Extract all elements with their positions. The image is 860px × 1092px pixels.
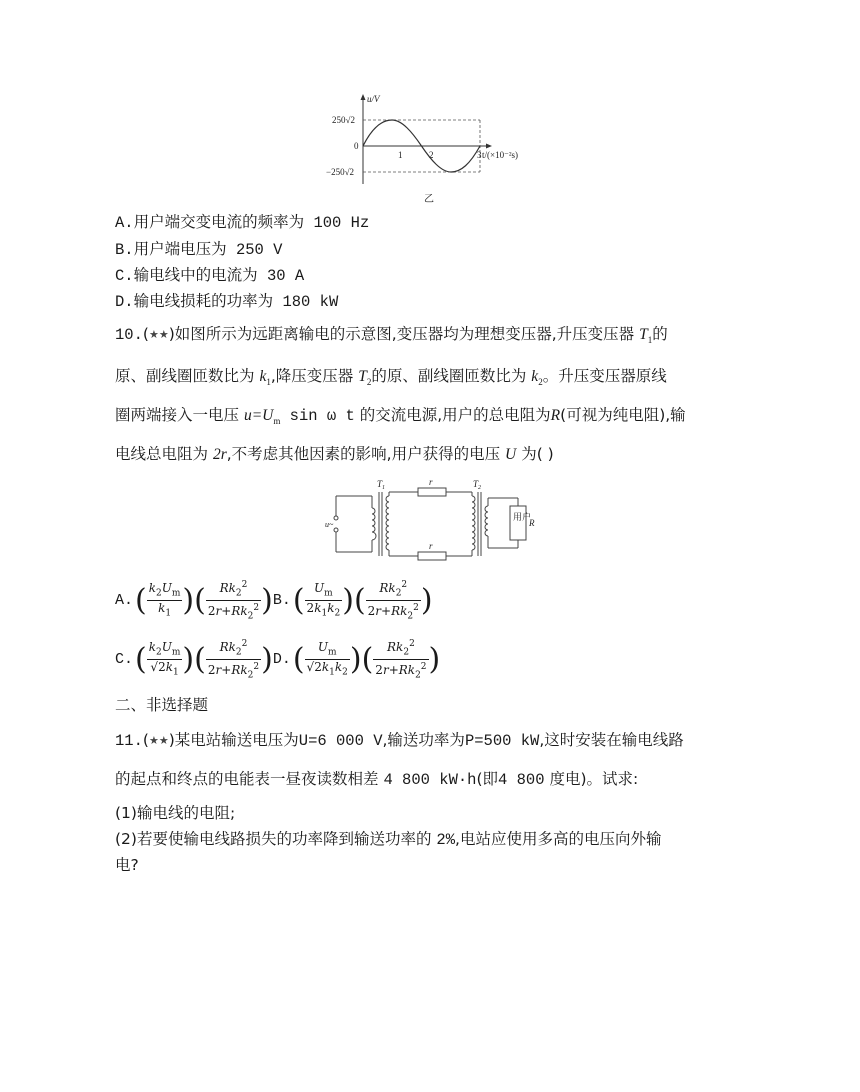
q10-options-row-2: C. ( $\frac{k_2U_m}{√2k_1}$ ) ( $\frac{Rk_2^2}{2r+Rk_2^2}$ ) D. ( $\frac{U_m}{√2k_1k_2}$ ) ( $\frac{Rk_2^2}{2r+Rk_2^2}$ ) xyxy=(115,639,441,681)
q10-options-row-1: A. ( $\frac{k_2U_m}{k_1}$ ) ( $\frac{Rk_2^2}{2r+Rk_2^2}$ ) B. ( $\frac{U_m}{2k_1k_2}$ ) ( $\frac{Rk_2^2}{2r+Rk_2^2}$ ) xyxy=(115,580,433,622)
x-tick-1: 1 xyxy=(398,150,403,160)
x-tick-3: 3 xyxy=(477,150,482,160)
t1-label: $T_1$ xyxy=(377,479,386,491)
q10-line-4: 电线总电阻为 2r,不考虑其他因素的影响,用户获得的电压 U 为( ) xyxy=(115,445,554,463)
question-number: 10. xyxy=(115,326,143,344)
x-axis-label: t/(×10⁻²s) xyxy=(482,150,519,160)
difficulty-star-icon: ★★ xyxy=(148,734,169,747)
q10-line-3: 圈两端接入一电压 $u=U_m$ sin ω t 的交流电源,用户的总电阻为R(可视为纯电阻),输 xyxy=(115,406,686,427)
q10-line-1: 10.(★★)如图所示为远距离输电的示意图,变压器均为理想变压器,升压变压器 $T_1$的 xyxy=(115,325,668,346)
y-top-label: 250√2 xyxy=(332,115,355,125)
q11-sub-2: (2)若要使输电线路损失的功率降到输送功率的 2%,电站应使用多高的电压向外输 xyxy=(115,830,662,849)
q11-sub-2-cont: 电? xyxy=(115,856,139,874)
q11-sub-1: (1)输电线的电阻; xyxy=(115,804,236,822)
q11-line-2: 的起点和终点的电能表一昼夜读数相差 4 800 kW·h(即4 800 度电)。试求: xyxy=(115,770,639,789)
y-axis-label: u/V xyxy=(367,94,380,104)
x-tick-2: 2 xyxy=(429,150,434,160)
transmission-circuit-diagram xyxy=(322,478,538,564)
r-top-label: r xyxy=(429,478,433,487)
difficulty-star-icon: ★★ xyxy=(148,328,169,341)
question-number: 11. xyxy=(115,732,143,750)
q10-line-2: 原、副线圈匝数比为 $k_1$,降压变压器 $T_2$的原、副线圈匝数比为 $k_2$。升压变压器原线 xyxy=(115,367,667,388)
r-bottom-label: r xyxy=(429,541,433,551)
y-zero-label: 0 xyxy=(354,141,359,151)
section-heading: 二、非选择题 xyxy=(115,696,209,714)
q11-line-1: 11.(★★)某电站输送电压为U=6 000 V,输送功率为P=500 kW,这时安装在输电线路 xyxy=(115,731,684,750)
user-label: 用户 xyxy=(513,513,532,523)
graph-caption: 乙 xyxy=(424,194,434,204)
q9-option-c: C.输电线中的电流为 30 A xyxy=(115,266,305,285)
q9-option-a: A.用户端交变电流的频率为 100 Hz xyxy=(115,213,370,232)
t2-label: $T_2$ xyxy=(473,479,482,491)
y-bottom-label: −250√2 xyxy=(326,167,355,177)
q9-option-d: D.输电线损耗的功率为 180 kW xyxy=(115,292,339,311)
r-load-label: R xyxy=(529,518,535,528)
q9-option-b: B.用户端电压为 250 V xyxy=(115,240,283,259)
voltage-time-graph xyxy=(318,92,538,204)
source-label: u~ xyxy=(325,520,334,529)
